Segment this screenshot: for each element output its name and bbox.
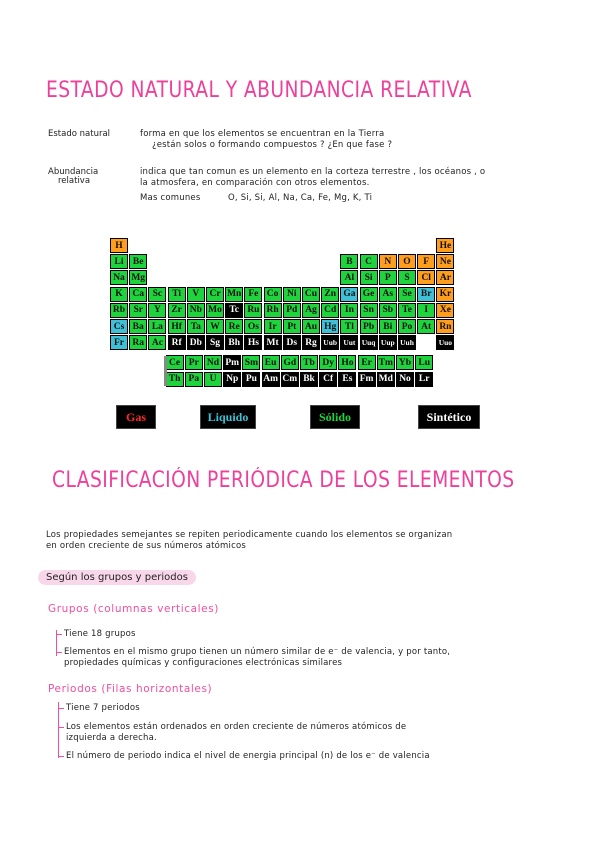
element-sm: Sm (242, 355, 260, 370)
element-k: K (110, 287, 128, 302)
element-h: H (110, 238, 128, 253)
element-na: Na (110, 270, 128, 285)
element-pb: Pb (360, 319, 378, 334)
element-uup: Uup (379, 335, 397, 350)
element-pt: Pt (283, 319, 301, 334)
element-re: Re (225, 319, 243, 334)
element-mt: Mt (264, 335, 282, 350)
element-p: P (379, 270, 397, 285)
periodos-bullet-2-line2: izquierda a derecha. (66, 733, 157, 743)
legend-solido-label: Sólido (318, 409, 351, 424)
element-tm: Tm (377, 355, 395, 370)
element-pd: Pd (283, 303, 301, 318)
element-tb: Tb (300, 355, 318, 370)
element-fm: Fm (358, 372, 376, 387)
periodos-heading: Periodos (Filas horizontales) (48, 683, 213, 695)
element-sc: Sc (148, 287, 166, 302)
element-md: Md (377, 372, 395, 387)
element-fe: Fe (244, 287, 262, 302)
element-no: No (396, 372, 414, 387)
element-bh: Bh (225, 335, 243, 350)
element-rg: Rg (302, 335, 320, 350)
element-co: Co (264, 287, 282, 302)
grupos-bullet-2-line2: propiedades químicas y configuraciones electrónicas similares (64, 658, 343, 668)
grupos-bullet-1: Tiene 18 grupos (64, 629, 136, 639)
element-in: In (340, 303, 358, 318)
grupos-bullet-tick-2 (56, 652, 62, 653)
element-cu: Cu (302, 287, 320, 302)
element-ge: Ge (360, 287, 378, 302)
periodos-bullet-1: Tiene 7 periodos (66, 703, 140, 713)
element-cl: Cl (417, 270, 435, 285)
element-es: Es (338, 372, 356, 387)
periodos-bullet-tick-3 (58, 756, 64, 757)
element-zr: Zr (168, 303, 186, 318)
periodos-bracket (58, 702, 59, 758)
element-eu: Eu (262, 355, 280, 370)
element-cm: Cm (281, 372, 299, 387)
element-ar: Ar (436, 270, 454, 285)
element-ir: Ir (264, 319, 282, 334)
element-se: Se (398, 287, 416, 302)
element-u: U (204, 372, 222, 387)
element-hs: Hs (244, 335, 262, 350)
element-cf: Cf (319, 372, 337, 387)
element-cd: Cd (321, 303, 339, 318)
element-mn: Mn (225, 287, 243, 302)
element-pm: Pm (223, 355, 241, 370)
element-sn: Sn (360, 303, 378, 318)
element-w: W (206, 319, 224, 334)
mas-comunes-values: O, Si, Si, Al, Na, Ca, Fe, Mg, K, Ti (228, 193, 373, 203)
element-cr: Cr (206, 287, 224, 302)
element-li: Li (110, 254, 128, 269)
element-ra: Ra (129, 335, 147, 350)
element-rn: Rn (436, 319, 454, 334)
element-f: F (417, 254, 435, 269)
element-gd: Gd (281, 355, 299, 370)
element-uuq: Uuq (360, 335, 378, 350)
element-ni: Ni (283, 287, 301, 302)
legend-gas-label: Gas (125, 409, 146, 424)
element-be: Be (129, 254, 147, 269)
periodos-bullet-2-line1: Los elementos están ordenados en orden creciente de números atómicos de (66, 722, 407, 732)
element-mg: Mg (129, 270, 147, 285)
element-xe: Xe (436, 303, 454, 318)
element-bi: Bi (379, 319, 397, 334)
f-block-divider (164, 356, 167, 386)
grupos-heading: Grupos (columnas verticales) (48, 603, 219, 615)
highlight-grupos-periodos: Según los grupos y periodos (38, 570, 196, 585)
element-ru: Ru (244, 303, 262, 318)
element-th: Th (166, 372, 184, 387)
element-db: Db (187, 335, 205, 350)
element-nd: Nd (204, 355, 222, 370)
legend-liquido-label: Liquido (207, 409, 249, 424)
element-uuo: Uuo (436, 335, 454, 350)
element-v: V (187, 287, 205, 302)
element-b: B (340, 254, 358, 269)
element-la: La (148, 319, 166, 334)
element-hf: Hf (168, 319, 186, 334)
element-zn: Zn (321, 287, 339, 302)
element-uub: Uub (321, 335, 339, 350)
element-ag: Ag (302, 303, 320, 318)
section-title-clasificacion: CLASIFICACIÓN PERIÓDICA DE LOS ELEMENTOS (52, 468, 515, 493)
element-rh: Rh (264, 303, 282, 318)
element-pu: Pu (242, 372, 260, 387)
element-as: As (379, 287, 397, 302)
element-ds: Ds (283, 335, 301, 350)
element-hg: Hg (321, 319, 339, 334)
grupos-bullet-2-line1: Elementos en el mismo grupo tienen un número similar de e⁻ de valencia, y por tanto, (64, 647, 451, 657)
element-nb: Nb (187, 303, 205, 318)
element-ta: Ta (187, 319, 205, 334)
element-si: Si (360, 270, 378, 285)
element-rb: Rb (110, 303, 128, 318)
estado-natural-def-line2: ¿están solos o formando compuestos ? ¿En que fase ? (152, 140, 393, 150)
element-o: O (398, 254, 416, 269)
element-lu: Lu (415, 355, 433, 370)
element-sb: Sb (379, 303, 397, 318)
abundancia-def-line1: indica que tan comun es un elemento en la corteza terrestre , los océanos , o (140, 167, 486, 177)
legend-solido (310, 405, 360, 429)
element-os: Os (244, 319, 262, 334)
element-po: Po (398, 319, 416, 334)
element-tl: Tl (340, 319, 358, 334)
element-mo: Mo (206, 303, 224, 318)
element-c: C (360, 254, 378, 269)
element-bk: Bk (300, 372, 318, 387)
element-fr: Fr (110, 335, 128, 350)
abundancia-label-line2: relativa (58, 176, 91, 186)
element-y: Y (148, 303, 166, 318)
section-title-estado: ESTADO NATURAL Y ABUNDANCIA RELATIVA (46, 78, 472, 103)
legend-sintetico (418, 405, 480, 429)
element-sr: Sr (129, 303, 147, 318)
legend-liquido (200, 405, 256, 429)
element-ho: Ho (338, 355, 356, 370)
element-dy: Dy (319, 355, 337, 370)
element-pa: Pa (185, 372, 203, 387)
mas-comunes-label: Mas comunes (140, 193, 201, 203)
element-ti: Ti (168, 287, 186, 302)
element-at: At (417, 319, 435, 334)
element-lr: Lr (415, 372, 433, 387)
element-uuh: Uuh (398, 335, 416, 350)
element-ba: Ba (129, 319, 147, 334)
estado-natural-label: Estado natural (48, 129, 111, 139)
abundancia-label-line1: Abundancia (48, 167, 99, 177)
legend-sintetico-label: Sintético (426, 409, 472, 424)
element-yb: Yb (396, 355, 414, 370)
element-br: Br (417, 287, 435, 302)
element-cs: Cs (110, 319, 128, 334)
element-i: I (417, 303, 435, 318)
element-er: Er (358, 355, 376, 370)
element-n: N (379, 254, 397, 269)
element-rf: Rf (168, 335, 186, 350)
element-ne: Ne (436, 254, 454, 269)
element-te: Te (398, 303, 416, 318)
element-tc: Tc (225, 303, 243, 318)
element-al: Al (340, 270, 358, 285)
element-am: Am (262, 372, 280, 387)
grupos-bullet-tick-1 (56, 634, 62, 635)
element-ce: Ce (166, 355, 184, 370)
element-s: S (398, 270, 416, 285)
element-he: He (436, 238, 454, 253)
element-ac: Ac (148, 335, 166, 350)
element-kr: Kr (436, 287, 454, 302)
legend-gas (116, 405, 156, 429)
element-au: Au (302, 319, 320, 334)
periodos-bullet-tick-1 (58, 708, 64, 709)
estado-natural-def-line1: forma en que los elementos se encuentran en la Tierra (140, 129, 385, 139)
intro-line1: Los propiedades semejantes se repiten periodicamente cuando los elementos se organizan (46, 530, 453, 540)
element-ca: Ca (129, 287, 147, 302)
element-sg: Sg (206, 335, 224, 350)
element-np: Np (223, 372, 241, 387)
element-ga: Ga (340, 287, 358, 302)
periodos-bullet-3: El número de periodo indica el nivel de energia principal (n) de los e⁻ de valencia (66, 751, 430, 761)
abundancia-def-line2: la atmosfera, en comparación con otros elementos. (140, 178, 370, 188)
element-uut: Uut (340, 335, 358, 350)
intro-line2: en orden creciente de sus números atómicos (46, 541, 246, 551)
periodos-bullet-tick-2 (58, 727, 64, 728)
element-pr: Pr (185, 355, 203, 370)
